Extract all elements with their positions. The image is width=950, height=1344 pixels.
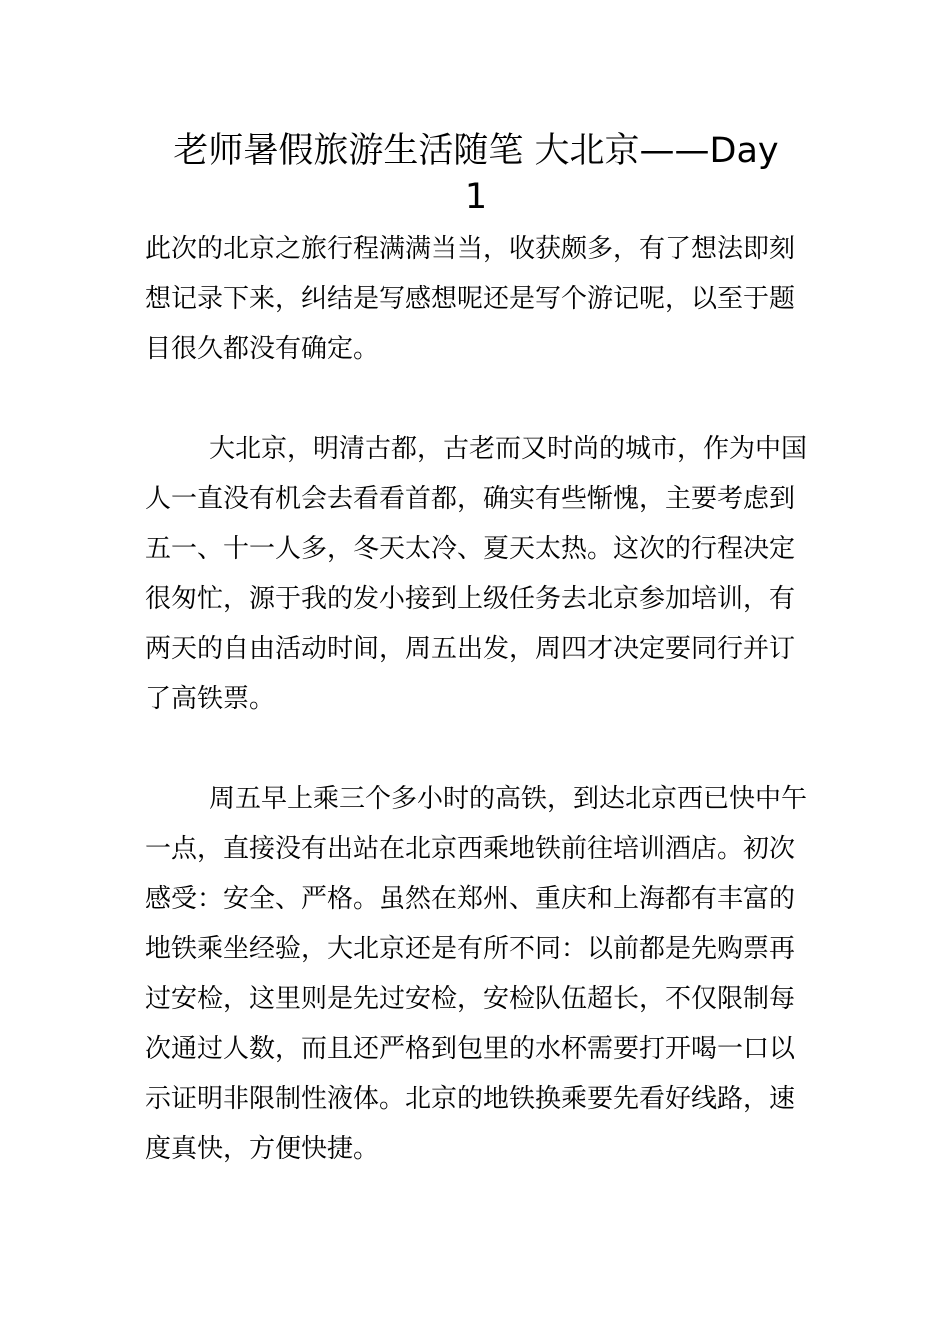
paragraph-line: 两天的自由活动时间，周五出发，周四才决定要同行并订 [145, 634, 796, 664]
paragraph-line: 想记录下来，纠结是写感想呢还是写个游记呢，以至于题 [145, 284, 796, 314]
paragraph-line: 人一直没有机会去看看首都，确实有些惭愧，主要考虑到 [145, 484, 796, 514]
paragraph-line: 目很久都没有确定。 [145, 334, 380, 364]
paragraph-line: 此次的北京之旅行程满满当当，收获颇多，有了想法即刻 [145, 234, 796, 264]
paragraph-line: 了高铁票。 [145, 684, 276, 714]
paragraph-line: 感受：安全、严格。虽然在郑州、重庆和上海都有丰富的 [145, 884, 796, 914]
paragraph [145, 424, 807, 724]
paragraph-line: 五一、十一人多，冬天太冷、夏天太热。这次的行程决定 [145, 534, 796, 564]
document-title [145, 128, 807, 220]
paragraph-line: 示证明非限制性液体。北京的地铁换乘要先看好线路，速 [145, 1084, 796, 1114]
paragraph-line: 很匆忙，源于我的发小接到上级任务去北京参加培训，有 [145, 584, 796, 614]
paragraph-line: 大北京，明清古都，古老而又时尚的城市，作为中国 [209, 434, 808, 464]
paragraph-line: 一点，直接没有出站在北京西乘地铁前往培训酒店。初次 [145, 834, 796, 864]
title-line: 1 [464, 177, 488, 217]
paragraph [145, 224, 807, 374]
title-line: 老师暑假旅游生活随笔 大北京——Day [173, 131, 779, 171]
paragraph-line: 地铁乘坐经验，大北京还是有所不同：以前都是先购票再 [145, 934, 796, 964]
paragraph [145, 774, 807, 1174]
paragraph-line: 过安检，这里则是先过安检，安检队伍超长，不仅限制每 [145, 984, 796, 1014]
paragraph-line: 周五早上乘三个多小时的高铁，到达北京西已快中午 [209, 784, 808, 814]
paragraph-line: 次通过人数，而且还严格到包里的水杯需要打开喝一口以 [145, 1034, 796, 1064]
paragraph-line: 度真快，方便快捷。 [145, 1134, 380, 1164]
